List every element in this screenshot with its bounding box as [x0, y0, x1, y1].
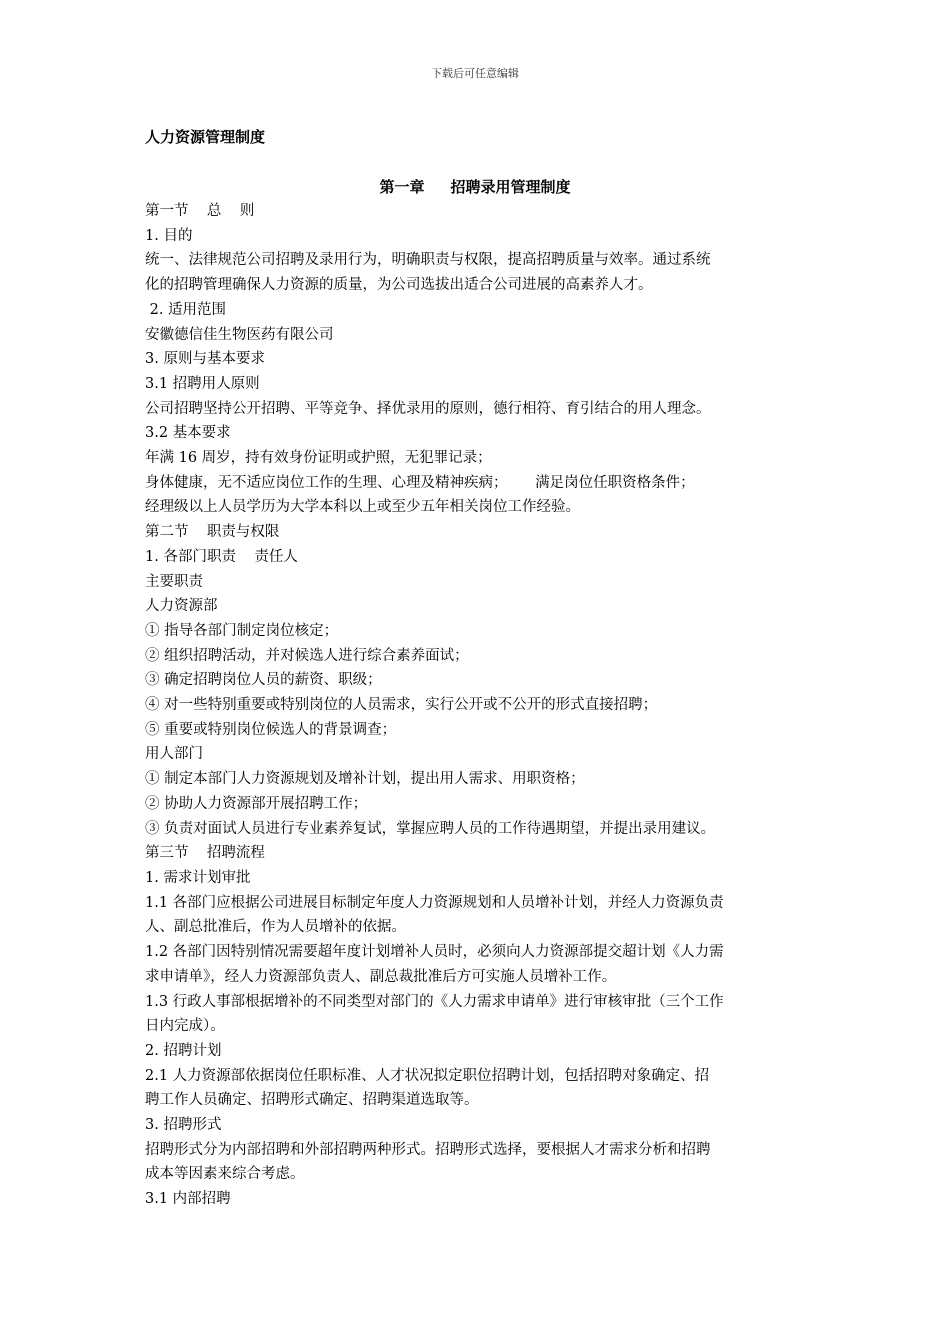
subitem-heading: 3.1 招聘用人原则: [145, 375, 260, 392]
paragraph-line: 年满 16 周岁，持有效身份证明或护照，无犯罪记录；: [145, 450, 492, 467]
list-item: ④ 对一些特别重要或特别岗位的人员需求，实行公开或不公开的形式直接招聘；: [145, 697, 658, 714]
paragraph-line: 日内完成）。: [145, 1018, 225, 1035]
paragraph-line: 聘工作人员确定、招聘形式确定、招聘渠道选取等。: [145, 1092, 479, 1109]
paragraph-line: 公司招聘坚持公开招聘、平等竞争、择优录用的原则，德行相符、育引结合的用人理念。: [145, 400, 711, 417]
paragraph-line: 成本等因素来综合考虑。: [145, 1166, 305, 1183]
item-heading: 2. 招聘计划: [145, 1042, 222, 1059]
paragraph-line: 2.1 人力资源部依据岗位任职标准、人才状况拟定职位招聘计划，包括招聘对象确定、招: [145, 1067, 710, 1084]
list-item: ⑤ 重要或特别岗位候选人的背景调查；: [145, 721, 397, 738]
document-body: [145, 199, 809, 1212]
chapter-number: 第一章: [379, 178, 425, 196]
paragraph-line: 经理级以上人员学历为大学本科以上或至少五年相关岗位工作经验。: [145, 499, 580, 516]
section-heading: 第三节 招聘流程: [145, 845, 265, 862]
item-heading: 1. 各部门职责 责任人: [145, 548, 298, 565]
list-item: ③ 负责对面试人员进行专业素养复试，掌握应聘人员的工作待遇期望，并提出录用建议。: [145, 820, 716, 837]
paragraph-line: 统一、法律规范公司招聘及录用行为，明确职责与权限，提高招聘质量与效率。通过系统: [145, 252, 711, 269]
paragraph-line: 招聘形式分为内部招聘和外部招聘两种形式。招聘形式选择，要根据人才需求分析和招聘: [145, 1141, 711, 1158]
item-heading: 3. 原则与基本要求: [145, 351, 265, 368]
list-item: ③ 确定招聘岗位人员的薪资、职级；: [145, 672, 382, 689]
item-heading: 1. 需求计划审批: [145, 869, 251, 886]
paragraph-line: 人、副总批准后，作为人员增补的依据。: [145, 919, 406, 936]
list-item: ② 组织招聘活动，并对候选人进行综合素养面试；: [145, 647, 469, 664]
list-item: ② 协助人力资源部开展招聘工作；: [145, 795, 368, 812]
list-item: ① 制定本部门人力资源规划及增补计划，提出用人需求、用职资格；: [145, 771, 585, 788]
department-label: 人力资源部: [145, 598, 218, 615]
item-heading: 3. 招聘形式: [145, 1117, 222, 1134]
item-heading: 1. 目的: [145, 227, 193, 244]
subitem-heading: 3.1 内部招聘: [145, 1191, 231, 1208]
paragraph-line: 1.3 行政人事部根据增补的不同类型对部门的《人力需求申请单》进行审核审批（三个工作: [145, 993, 724, 1010]
document-title: 人力资源管理制度: [145, 128, 266, 146]
item-heading: 2. 适用范围: [145, 301, 227, 318]
page-header-note: 下载后可任意编辑: [431, 67, 519, 80]
paragraph-line: 化的招聘管理确保人力资源的质量，为公司选拔出适合公司进展的高素养人才。: [145, 277, 653, 294]
paragraph-line: 主要职责: [145, 573, 203, 590]
section-heading: 第一节 总 则: [145, 203, 255, 219]
chapter-title: [0, 177, 950, 197]
chapter-name: 招聘录用管理制度: [450, 178, 571, 196]
paragraph-line: 1.2 各部门因特别情况需要超年度计划增补人员时，必须向人力资源部提交超计划《人力需: [145, 944, 724, 961]
section-heading: 第二节 职责与权限: [145, 524, 280, 541]
paragraph-line: 身体健康，无不适应岗位工作的生理、心理及精神疾病； 满足岗位任职资格条件；: [145, 474, 695, 491]
paragraph-line: 1.1 各部门应根据公司进展目标制定年度人力资源规划和人员增补计划，并经人力资源负责: [145, 894, 724, 911]
paragraph-line: 安徽德信佳生物医药有限公司: [145, 326, 334, 343]
list-item: ① 指导各部门制定岗位核定；: [145, 622, 339, 639]
department-label: 用人部门: [145, 746, 203, 763]
paragraph-line: 求申请单》，经人力资源部负责人、副总裁批准后方可实施人员增补工作。: [145, 968, 617, 985]
subitem-heading: 3.2 基本要求: [145, 425, 231, 442]
